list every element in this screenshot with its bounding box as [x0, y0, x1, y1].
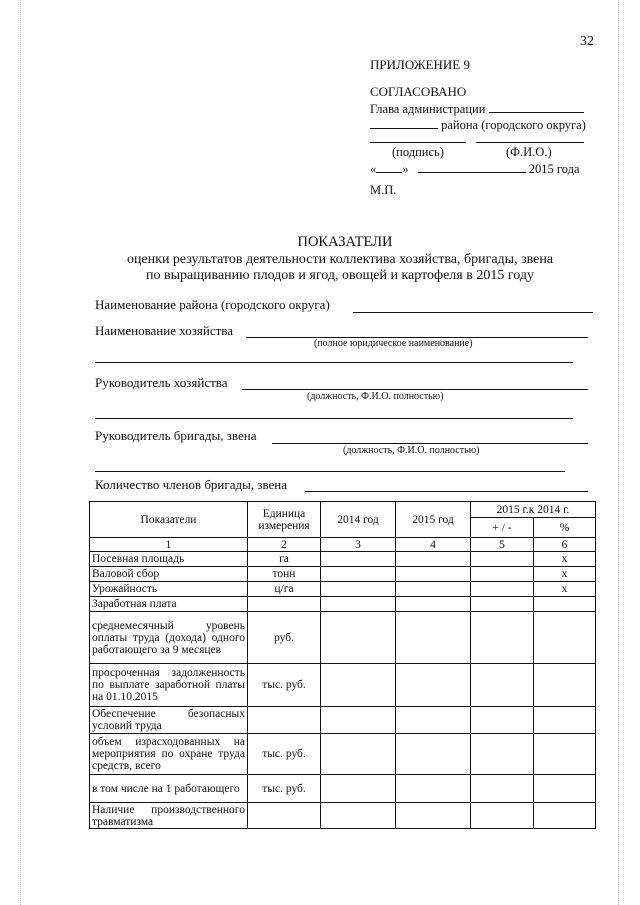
brigade-head-hint: (должность, Ф.И.О. полностью)	[343, 445, 480, 456]
value-cell-2015[interactable]	[396, 567, 471, 582]
date-open-quote: «	[370, 162, 377, 176]
value-cell-2014[interactable]	[321, 612, 396, 664]
table-row	[90, 775, 596, 803]
appendix-label: ПРИЛОЖЕНИЕ 9	[370, 57, 470, 72]
row-name: среднемесячный уровень оплаты труда (дохода) одного работающего за 9 месяцев	[90, 612, 248, 664]
brigade-head-input[interactable]	[272, 443, 588, 444]
header-row	[90, 502, 596, 518]
district-name-input[interactable]	[353, 312, 593, 313]
brigade-head-label: Руководитель бригады, звена	[95, 428, 257, 443]
table-row	[90, 552, 596, 567]
seal-label: М.П.	[370, 183, 397, 197]
value-cell-diff[interactable]	[471, 567, 534, 582]
page-title: ПОКАЗАТЕЛИ	[297, 234, 393, 250]
header-percent: %	[534, 518, 596, 538]
row-unit: тыс. руб.	[248, 734, 321, 775]
value-cell-2015[interactable]	[396, 552, 471, 567]
row-name: Обеспечение безопасных условий труда	[90, 707, 248, 734]
district-line	[370, 116, 586, 133]
header-unit: Единица измерения	[248, 502, 321, 538]
farm-head-input[interactable]	[242, 389, 588, 390]
value-cell-2014[interactable]	[321, 567, 396, 582]
row-pct	[534, 775, 596, 803]
value-cell-diff[interactable]	[471, 803, 534, 829]
members-count-label: Количество членов бригады, звена	[95, 477, 288, 492]
row-unit: руб.	[248, 612, 321, 664]
row-pct: х	[534, 552, 596, 567]
row-unit: ц/га	[248, 582, 321, 597]
agreed-label: СОГЛАСОВАНО	[370, 84, 467, 99]
page-number: 32	[580, 34, 594, 49]
signature-hint: (подпись)	[392, 145, 444, 159]
header-2015: 2015 год	[396, 502, 471, 538]
farm-head-input-2[interactable]	[95, 418, 573, 419]
day-blank[interactable]	[376, 160, 402, 173]
head-admin-label: Глава администрации	[370, 102, 486, 116]
value-cell-2014[interactable]	[321, 582, 396, 597]
header-indicators: Показатели	[90, 502, 248, 538]
title-line-1: оценки результатов деятельности коллектива хозяйства, бригады, звена	[126, 252, 554, 267]
fio-hint: (Ф.И.О.)	[506, 145, 552, 159]
value-cell-2014[interactable]	[321, 803, 396, 829]
members-count-input[interactable]	[305, 491, 588, 492]
farm-head-label: Руководитель хозяйства	[95, 375, 228, 390]
row-pct	[534, 597, 596, 612]
table-row	[90, 734, 596, 775]
table-row	[90, 803, 596, 829]
row-pct	[534, 664, 596, 707]
left-margin-marks	[20, 0, 21, 905]
row-name: Посевная площадь	[90, 552, 248, 567]
title-line-2: по выращиванию плодов и ягод, овощей и картофеля в 2015 году	[146, 268, 534, 283]
signature-blank[interactable]	[370, 142, 466, 143]
value-cell-2015[interactable]	[396, 803, 471, 829]
row-unit	[248, 803, 321, 829]
col-number: 6	[534, 538, 596, 552]
brigade-head-input-2[interactable]	[95, 471, 565, 472]
row-name: просроченная задолженность по выплате заработной платы на 01.10.2015	[90, 664, 248, 707]
row-pct	[534, 707, 596, 734]
value-cell-2014[interactable]	[321, 775, 396, 803]
row-unit: тыс. руб.	[248, 664, 321, 707]
date-line	[370, 160, 580, 177]
header-2014: 2014 год	[321, 502, 396, 538]
value-cell-2015[interactable]	[396, 734, 471, 775]
column-number-row	[90, 538, 596, 552]
row-name: Урожайность	[90, 582, 248, 597]
row-unit: тыс. руб.	[248, 775, 321, 803]
table-row	[90, 567, 596, 582]
farm-name-label: Наименование хозяйства	[95, 323, 234, 338]
value-cell-2015[interactable]	[396, 664, 471, 707]
value-cell-diff[interactable]	[471, 582, 534, 597]
value-cell-2015[interactable]	[396, 707, 471, 734]
value-cell-2015[interactable]	[396, 775, 471, 803]
head-admin-line	[370, 100, 584, 117]
col-number: 1	[90, 538, 248, 552]
header-diff: + / -	[471, 518, 534, 538]
value-cell-diff[interactable]	[471, 664, 534, 707]
table-row	[90, 707, 596, 734]
header-compare: 2015 г.к 2014 г.	[471, 502, 596, 518]
value-cell-2014[interactable]	[321, 597, 396, 612]
farm-name-input-2[interactable]	[95, 362, 573, 363]
district-blank[interactable]	[370, 116, 438, 129]
row-name: Валовой сбор	[90, 567, 248, 582]
value-cell-diff[interactable]	[471, 612, 534, 664]
value-cell-diff[interactable]	[471, 775, 534, 803]
row-pct: х	[534, 567, 596, 582]
value-cell-2014[interactable]	[321, 707, 396, 734]
table-row	[90, 582, 596, 597]
table-row	[90, 597, 596, 612]
fio-blank[interactable]	[476, 142, 584, 143]
month-blank[interactable]	[418, 160, 526, 173]
col-number: 5	[471, 538, 534, 552]
year-label: 2015 года	[528, 162, 580, 176]
date-close-quote: »	[402, 162, 409, 176]
right-margin-marks	[618, 0, 619, 905]
col-number: 2	[248, 538, 321, 552]
row-unit	[248, 597, 321, 612]
value-cell-2015[interactable]	[396, 612, 471, 664]
value-cell-2015[interactable]	[396, 597, 471, 612]
row-name: в том числе на 1 работающего	[90, 775, 248, 803]
row-pct: х	[534, 582, 596, 597]
row-pct	[534, 734, 596, 775]
value-cell-2014[interactable]	[321, 664, 396, 707]
row-name: Заработная плата	[90, 597, 248, 612]
row-name: объем израсходованных на мероприятия по охране труда средств, всего	[90, 734, 248, 775]
table-row	[90, 664, 596, 707]
value-cell-diff[interactable]	[471, 707, 534, 734]
row-unit: га	[248, 552, 321, 567]
district-name-label: Наименование района (городского округа)	[95, 297, 330, 312]
row-name: Наличие производственного травматизма	[90, 803, 248, 829]
farm-head-hint: (должность, Ф.И.О. полностью)	[307, 391, 444, 402]
col-number: 3	[321, 538, 396, 552]
table-row	[90, 612, 596, 664]
value-cell-diff[interactable]	[471, 734, 534, 775]
value-cell-2014[interactable]	[321, 552, 396, 567]
col-number: 4	[396, 538, 471, 552]
value-cell-2015[interactable]	[396, 582, 471, 597]
row-pct	[534, 803, 596, 829]
row-pct	[534, 612, 596, 664]
value-cell-diff[interactable]	[471, 597, 534, 612]
district-label: района (городского округа)	[441, 118, 586, 132]
row-unit: тонн	[248, 567, 321, 582]
indicators-table	[89, 501, 596, 829]
farm-name-hint: (полное юридическое наименование)	[314, 338, 473, 349]
value-cell-diff[interactable]	[471, 552, 534, 567]
value-cell-2014[interactable]	[321, 734, 396, 775]
row-unit	[248, 707, 321, 734]
head-admin-blank[interactable]	[489, 100, 584, 113]
